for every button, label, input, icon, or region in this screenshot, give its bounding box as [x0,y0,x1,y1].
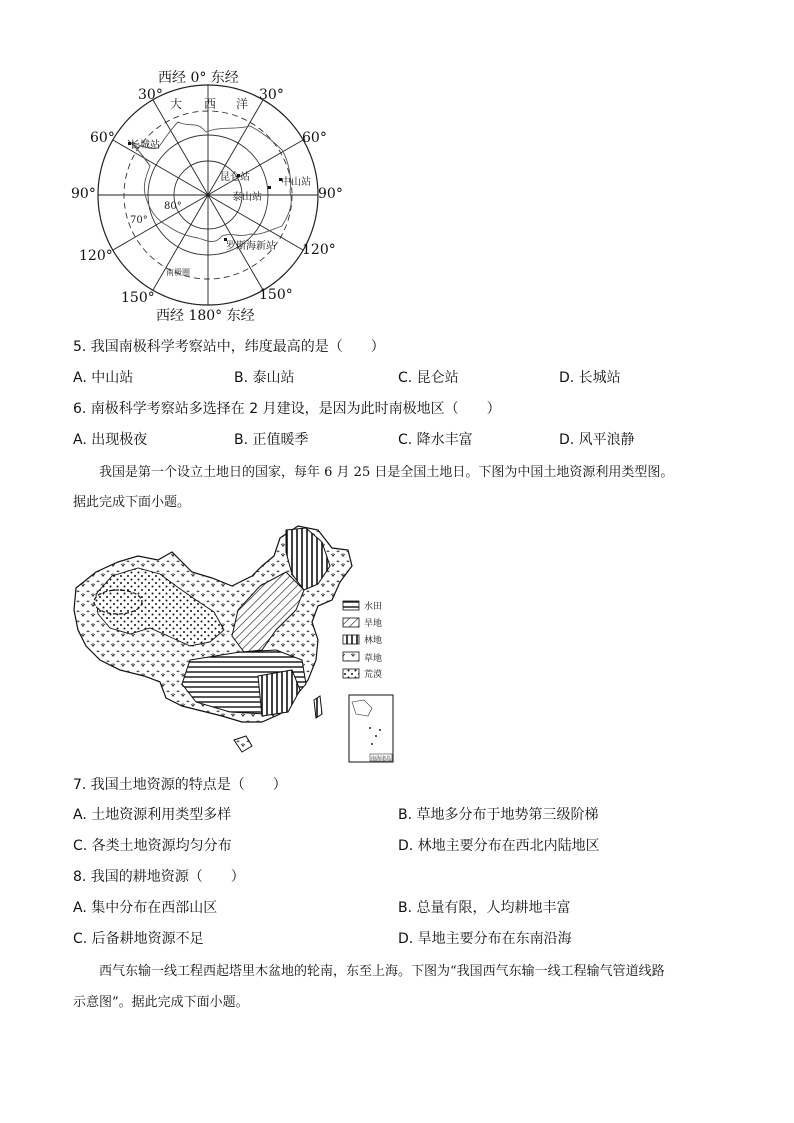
q8-option-a[interactable]: A. 集中分布在西部山区 [73,900,218,916]
map-top-label: 西经 0° 东经 [158,70,239,86]
q7-option-c[interactable]: C. 各类土地资源均匀分布 [73,838,232,854]
desert-basin [94,590,142,614]
q8-option-c[interactable]: C. 后备耕地资源不足 [73,931,204,947]
china-land-use-map [70,520,400,765]
legend-forest: 林地 [364,636,383,646]
lat-label-80: 80° [164,201,182,212]
q5-option-b[interactable]: B. 泰山站 [234,370,295,386]
ocean-label [170,96,248,111]
question-5-stem: 5. 我国南极科学考察站中，纬度最高的是（ ） [73,339,385,355]
legend-grassland: 草地 [364,654,383,664]
q6-option-b[interactable]: B. 正值暖季 [234,432,309,448]
q5-option-c[interactable]: C. 昆仑站 [398,370,459,386]
question-8-stem: 8. 我国的耕地资源（ ） [73,869,245,885]
passage-2-line-1: 西气东输一线工程西起塔里木盆地的轮南，东至上海。下图为“我国西气东输一线工程输气管道线路 [99,964,665,979]
q8-option-d[interactable]: D. 旱地主要分布在东南沿海 [398,931,572,947]
antarctica-map [60,60,380,330]
q6-option-a[interactable]: A. 出现极夜 [73,432,148,448]
q8-option-b[interactable]: B. 总量有限，人均耕地丰富 [398,900,571,916]
meridian-lines [98,85,318,305]
legend-desert: 荒漠 [364,670,383,680]
lon-label-e150: 150° [259,287,293,303]
svg-text:洋: 洋 [236,97,249,111]
lon-label-w120: 120° [79,248,113,264]
question-7-stem: 7. 我国土地资源的特点是（ ） [73,777,287,793]
q6-option-d[interactable]: D. 风平浪静 [559,432,635,448]
lon-label-e120: 120° [302,242,336,258]
hainan-island [234,736,252,752]
station-changcheng: 长城站 [130,140,160,151]
q7-option-d[interactable]: D. 林地主要分布在西北内陆地区 [398,838,600,854]
q6-option-c[interactable]: C. 降水丰富 [398,432,473,448]
lat-label-70: 70° [130,215,148,226]
svg-text:西: 西 [204,97,217,111]
passage-2-line-2: 示意图”。据此完成下面小题。 [73,995,249,1010]
inset-label: 南海诸岛 [371,756,392,762]
station-kunlun: 昆仑站 [220,172,250,183]
taiwan-island [314,696,322,718]
lon-label-e60: 60° [302,130,327,146]
station-zhongshan: 中山站 [281,177,311,188]
lon-label-w30: 30° [138,87,163,103]
q7-option-b[interactable]: B. 草地多分布于地势第三级阶梯 [398,807,599,823]
south-forest-region [258,670,300,716]
legend-dryland: 旱地 [364,619,383,629]
antarctic-circle-label: 南极圈 [166,268,190,277]
lon-label-e90: 90° [318,186,343,202]
passage-1-line-1: 我国是第一个设立土地日的国家，每年 6 月 25 日是全国土地日。下图为中国土地资源利用类型图。 [99,465,674,480]
passage-1-line-2: 据此完成下面小题。 [73,495,191,510]
q5-option-a[interactable]: A. 中山站 [73,370,134,386]
question-6-stem: 6. 南极科学考察站多选择在 2 月建设，是因为此时南极地区（ ） [73,401,501,417]
lon-label-w90: 90° [71,186,96,202]
lon-label-w150: 150° [121,290,155,306]
station-marker-taishan [268,186,271,189]
station-luosihai: 罗斯海新站 [226,241,276,252]
map-legend [343,600,382,680]
svg-text:大: 大 [170,97,183,111]
station-taishan: 泰山站 [232,192,262,203]
lon-label-w60: 60° [90,130,115,146]
q7-option-a[interactable]: A. 土地资源利用类型多样 [73,807,232,823]
lon-label-e30: 30° [259,87,284,103]
map-bottom-label: 西经 180° 东经 [156,308,255,324]
q5-option-d[interactable]: D. 长城站 [559,370,621,386]
legend-paddy: 水田 [364,602,383,612]
south-china-sea-inset [349,695,393,762]
